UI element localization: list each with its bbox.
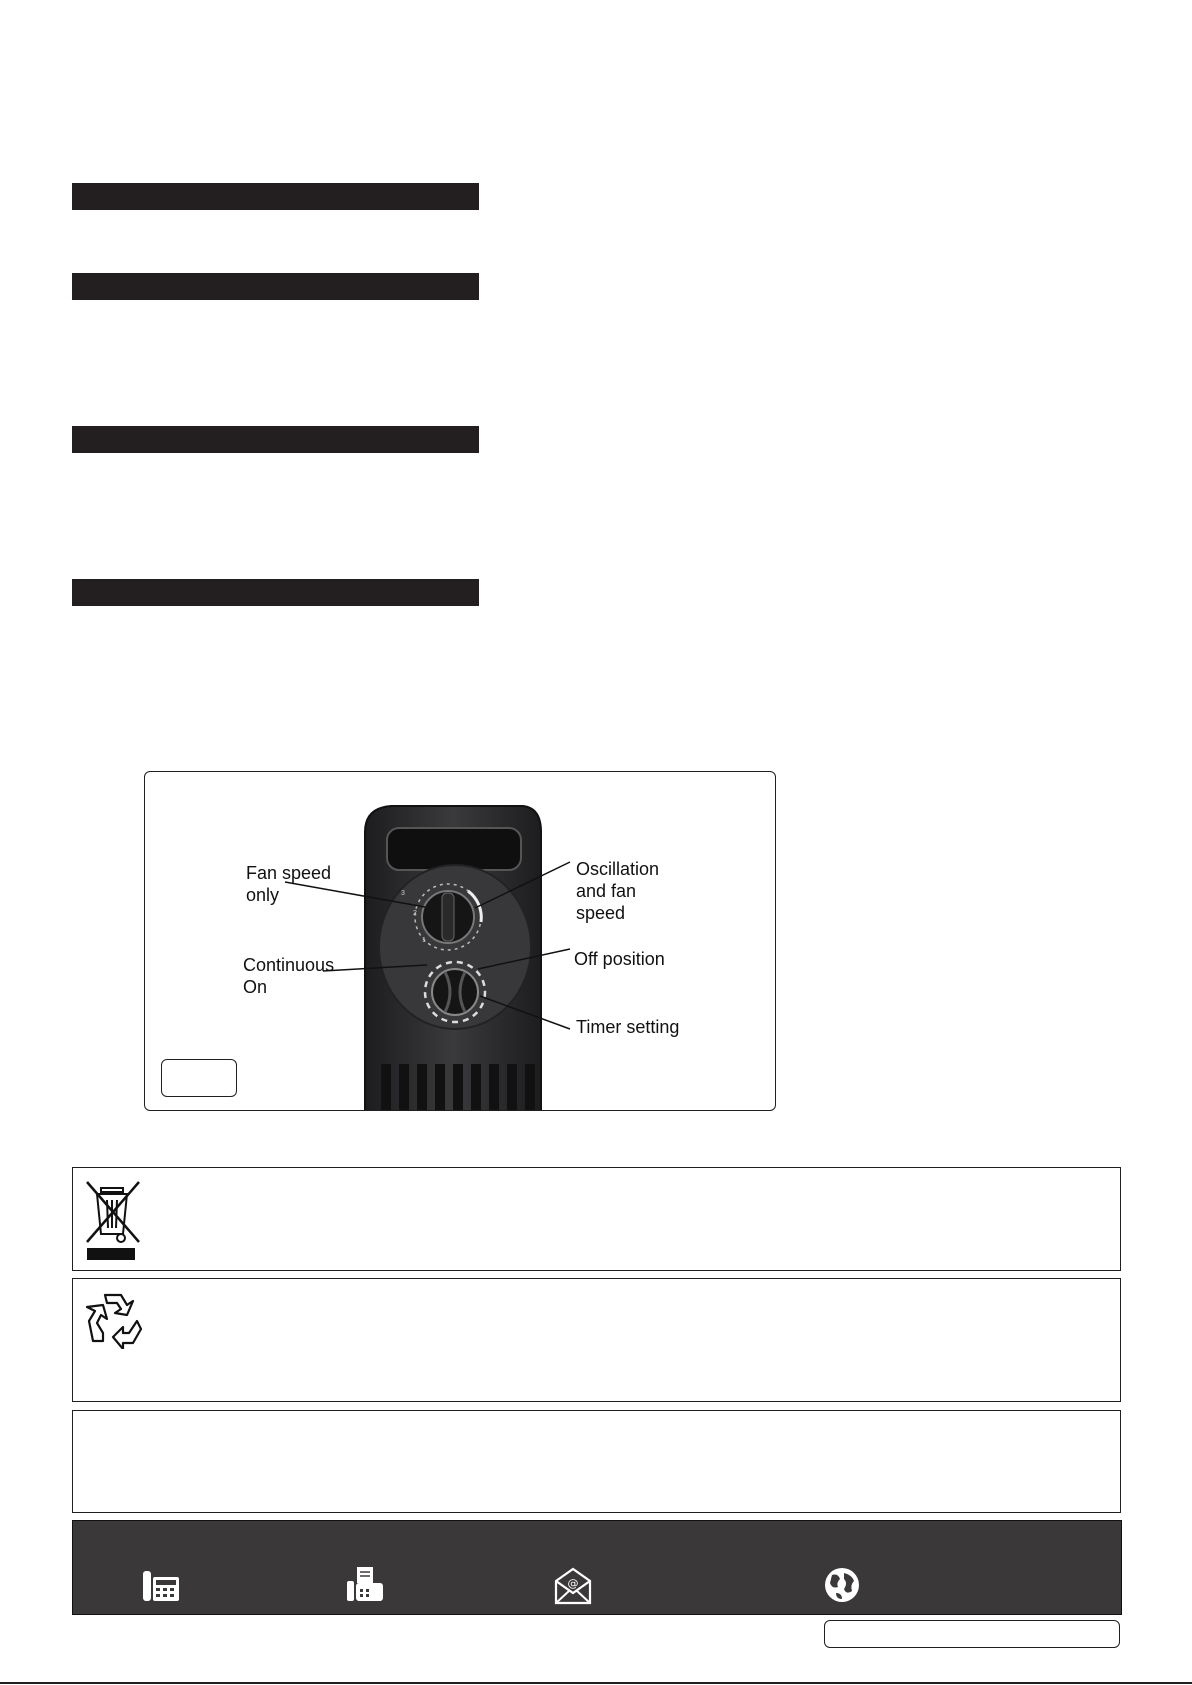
recycling-arrows-icon xyxy=(83,1291,145,1349)
label-timer-setting: Timer setting xyxy=(576,1017,680,1037)
svg-text:@: @ xyxy=(567,1577,579,1590)
figure-number-tag xyxy=(161,1059,237,1097)
label-continuous-on: Continuous On xyxy=(243,955,335,997)
section-header-bar-4 xyxy=(72,579,479,606)
bottom-rule xyxy=(0,1682,1192,1684)
globe-icon xyxy=(822,1565,862,1605)
dial-number-1: 1 xyxy=(422,937,426,944)
recycling-info-box xyxy=(72,1278,1121,1402)
section-header-bar-3 xyxy=(72,426,479,453)
dial-number-3: 3 xyxy=(401,890,405,897)
reference-number-box xyxy=(824,1620,1120,1648)
section-header-bar-2 xyxy=(72,273,479,300)
contact-bar xyxy=(72,1520,1122,1615)
control-panel-figure xyxy=(144,771,776,1111)
crossed-out-wheelie-bin-icon xyxy=(83,1178,147,1260)
dial-number-2: 2 xyxy=(413,910,417,917)
email-icon xyxy=(553,1565,593,1605)
label-fan-speed-only: Fan speed only xyxy=(246,863,332,905)
label-off-position: Off position xyxy=(574,949,665,969)
weee-info-box xyxy=(72,1167,1121,1271)
telephone-icon xyxy=(141,1565,181,1605)
fan-control-panel-image xyxy=(145,772,775,1110)
notice-box xyxy=(72,1410,1121,1513)
label-oscillation-and-fan-speed: Oscillation and fan speed xyxy=(576,859,660,923)
fax-icon xyxy=(345,1565,385,1605)
section-header-bar-1 xyxy=(72,183,479,210)
